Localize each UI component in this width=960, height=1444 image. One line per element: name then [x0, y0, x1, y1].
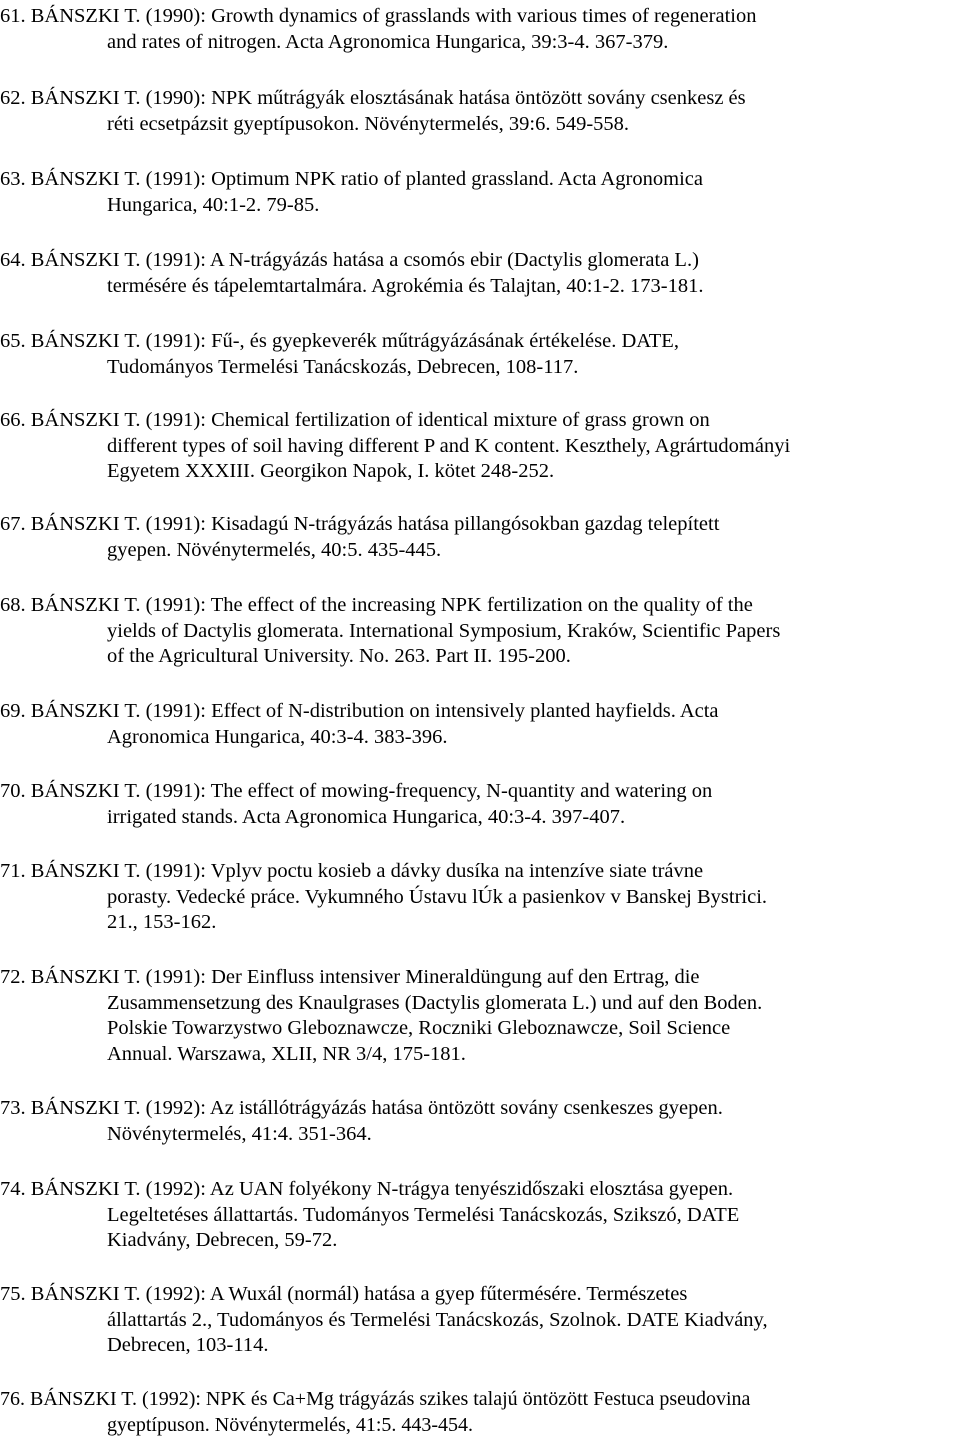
- reference-line: different types of soil having different P and K content. Keszthely, Agrártudományi: [107, 434, 791, 457]
- reference-line: 75. BÁNSZKI T. (1992): A Wuxál (normál) hatása a gyep fűtermésére. Természetes: [0, 1283, 688, 1305]
- reference-line: Polskie Towarzystwo Gleboznawcze, Roczniki Gleboznawcze, Soil Science: [107, 1017, 731, 1040]
- reference-76: [0, 1387, 956, 1438]
- reference-67: [0, 512, 956, 563]
- reference-line: and rates of nitrogen. Acta Agronomica Hungarica, 39:3-4. 367-379.: [107, 30, 669, 53]
- reference-line: irrigated stands. Acta Agronomica Hungarica, 40:3-4. 397-407.: [107, 805, 626, 828]
- reference-line: of the Agricultural University. No. 263. Part II. 195-200.: [107, 645, 571, 668]
- reference-line: állattartás 2., Tudományos és Termelési Tanácskozás, Szolnok. DATE Kiadvány,: [107, 1308, 768, 1331]
- reference-line: 67. BÁNSZKI T. (1991): Kisadagú N-trágyázás hatása pillangósokban gazdag telepített: [0, 513, 720, 535]
- reference-62: [0, 86, 956, 137]
- reference-72: [0, 965, 956, 1068]
- reference-line: Annual. Warszawa, XLII, NR 3/4, 175-181.: [107, 1043, 466, 1066]
- reference-line: 62. BÁNSZKI T. (1990): NPK műtrágyák elosztásának hatása öntözött sovány csenkesz és: [0, 87, 746, 109]
- reference-line: 69. BÁNSZKI T. (1991): Effect of N-distribution on intensively planted hayfields. Acta: [0, 700, 719, 722]
- reference-line: Legeltetéses állattartás. Tudományos Termelési Tanácskozás, Szikszó, DATE: [107, 1203, 740, 1226]
- reference-66: [0, 408, 956, 485]
- reference-line: Debrecen, 103-114.: [107, 1334, 269, 1357]
- reference-71: [0, 859, 956, 936]
- reference-line: 21., 153-162.: [107, 911, 217, 934]
- reference-74: [0, 1177, 956, 1254]
- reference-line: 61. BÁNSZKI T. (1990): Growth dynamics of grasslands with various times of regeneration: [0, 5, 757, 27]
- reference-line: Hungarica, 40:1-2. 79-85.: [107, 193, 320, 216]
- reference-line: 70. BÁNSZKI T. (1991): The effect of mowing-frequency, N-quantity and watering on: [0, 780, 713, 802]
- reference-63: [0, 167, 956, 218]
- reference-line: 64. BÁNSZKI T. (1991): A N-trágyázás hatása a csomós ebir (Dactylis glomerata L.): [0, 249, 699, 271]
- reference-70: [0, 779, 956, 830]
- reference-line: porasty. Vedecké práce. Vykumného Ústavu lÚk a pasienkov v Banskej Bystrici.: [107, 885, 768, 908]
- reference-65: [0, 329, 956, 380]
- reference-line: 63. BÁNSZKI T. (1991): Optimum NPK ratio of planted grassland. Acta Agronomica: [0, 168, 703, 190]
- reference-line: 66. BÁNSZKI T. (1991): Chemical fertilization of identical mixture of grass grown on: [0, 409, 710, 431]
- reference-line: 73. BÁNSZKI T. (1992): Az istállótrágyázás hatása öntözött sovány csenkeszes gyepen.: [0, 1097, 723, 1119]
- reference-line: gyeptípuson. Növénytermelés, 41:5. 443-454.: [107, 1413, 474, 1436]
- reference-75: [0, 1282, 956, 1359]
- reference-line: Zusammensetzung des Knaulgrases (Dactylis glomerata L.) und auf den Boden.: [107, 991, 763, 1014]
- reference-64: [0, 248, 956, 299]
- reference-line: 76. BÁNSZKI T. (1992): NPK és Ca+Mg trágyázás szikes talajú öntözött Festuca pseudovina: [0, 1388, 751, 1410]
- reference-line: 65. BÁNSZKI T. (1991): Fű-, és gyepkeverék műtrágyázásának értékelése. DATE,: [0, 330, 679, 352]
- reference-line: Egyetem XXXIII. Georgikon Napok, I. kötet 248-252.: [107, 460, 555, 483]
- reference-line: yields of Dactylis glomerata. International Symposium, Kraków, Scientific Papers: [107, 619, 781, 642]
- reference-line: réti ecsetpázsit gyeptípusokon. Növénytermelés, 39:6. 549-558.: [107, 112, 630, 135]
- reference-line: Kiadvány, Debrecen, 59-72.: [107, 1229, 338, 1252]
- reference-line: 71. BÁNSZKI T. (1991): Vplyv poctu kosieb a dávky dusíka na intenzíve siate trávne: [0, 860, 704, 882]
- reference-line: 74. BÁNSZKI T. (1992): Az UAN folyékony N-trágya tenyészidőszaki elosztása gyepen.: [0, 1178, 734, 1200]
- reference-73: [0, 1096, 956, 1147]
- reference-68: [0, 593, 956, 670]
- reference-69: [0, 699, 956, 750]
- reference-line: 72. BÁNSZKI T. (1991): Der Einfluss intensiver Mineraldüngung auf den Ertrag, die: [0, 966, 700, 988]
- reference-line: Növénytermelés, 41:4. 351-364.: [107, 1122, 372, 1145]
- reference-line: gyepen. Növénytermelés, 40:5. 435-445.: [107, 538, 442, 561]
- reference-line: Agronomica Hungarica, 40:3-4. 383-396.: [107, 725, 448, 748]
- reference-line: Tudományos Termelési Tanácskozás, Debrecen, 108-117.: [107, 355, 579, 378]
- reference-line: 68. BÁNSZKI T. (1991): The effect of the increasing NPK fertilization on the quality of the: [0, 594, 753, 616]
- reference-line: termésére és tápelemtartalmára. Agrokémia és Talajtan, 40:1-2. 173-181.: [107, 274, 704, 297]
- reference-61: [0, 4, 956, 55]
